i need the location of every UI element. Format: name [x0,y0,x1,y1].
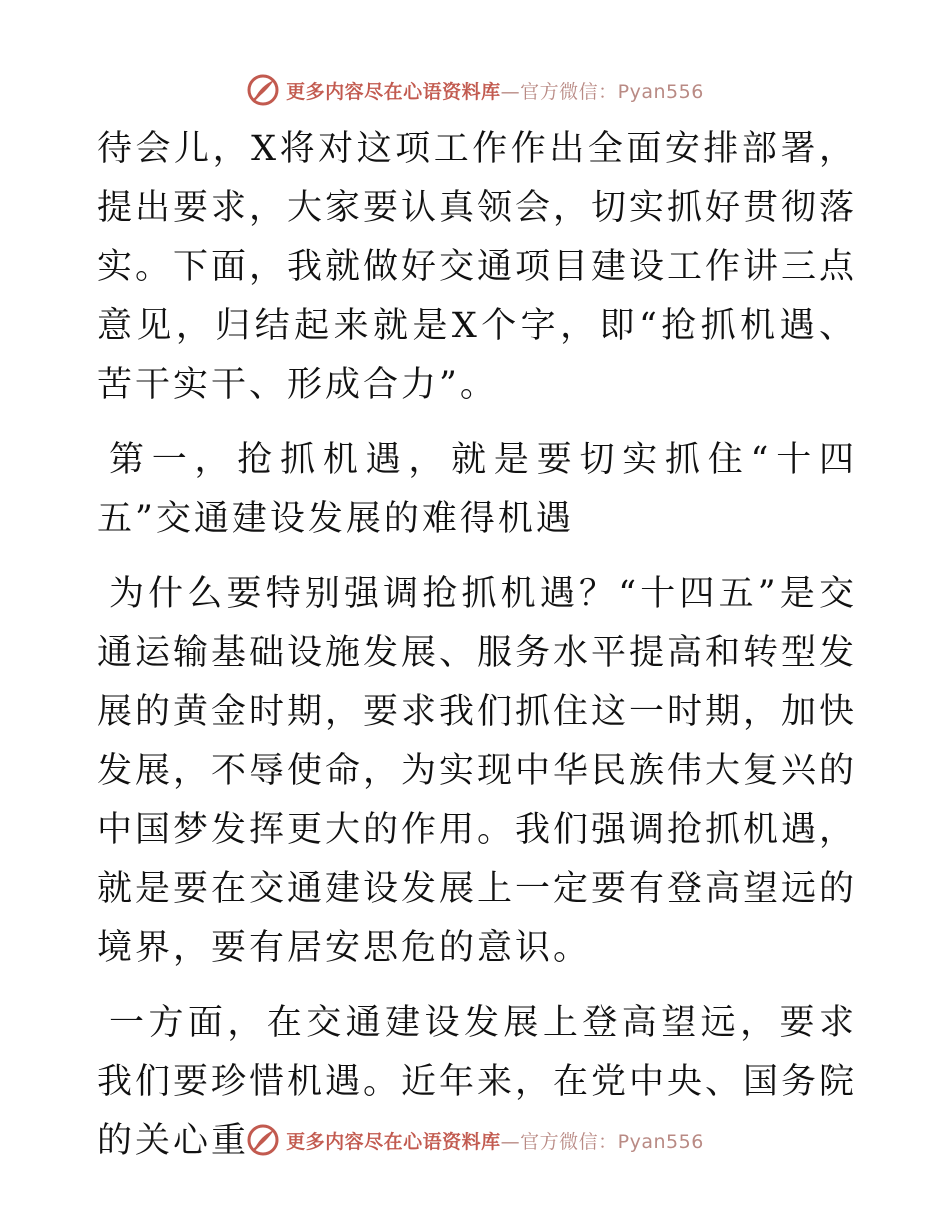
header-watermark [0,70,950,110]
document-body [97,120,857,1171]
feather-pen-logo-icon [246,73,280,107]
watermark-contact: —官方微信：Pyan556 [500,1130,704,1153]
section-heading-first: 第一，抢抓机遇，就是要切实抓住“十四五”交通建设发展的难得机遇 [97,440,857,539]
footer-watermark [0,1120,950,1160]
paragraph-intro: 待会儿，X将对这项工作作出全面安排部署，提出要求，大家要认真领会，切实抓好贯彻落实。下面，我就做好交通项目建设工作讲三点意见，归结起来就是X个字，即“抢抓机遇、苦干实干、形成合力”。 [97,129,858,405]
paragraph-on-one-hand: 一方面，在交通建设发展上登高望远，要求我们要珍惜机遇。近年来，在党中央、国务院的关心重 [97,1003,858,1161]
feather-pen-logo-icon [246,1123,280,1157]
watermark-brand: 更多内容尽在心语资料库 [286,80,501,103]
watermark-contact: —官方微信：Pyan556 [500,80,704,103]
paragraph-why-seize-opportunity: 为什么要特别强调抢抓机遇？“十四五”是交通运输基础设施发展、服务水平提高和转型发展的黄金时期，要求我们抓住这一时期，加快发展，不辱使命，为实现中华民族伟大复兴的中国梦发挥更大的作用。我们强调抢抓机遇，就是要在交通建设发展上一定要有登高望远的境界，要有居安思危的意识。 [97,574,858,968]
watermark-brand: 更多内容尽在心语资料库 [286,1130,501,1153]
watermark-text [286,77,704,104]
watermark-text [286,1127,704,1154]
